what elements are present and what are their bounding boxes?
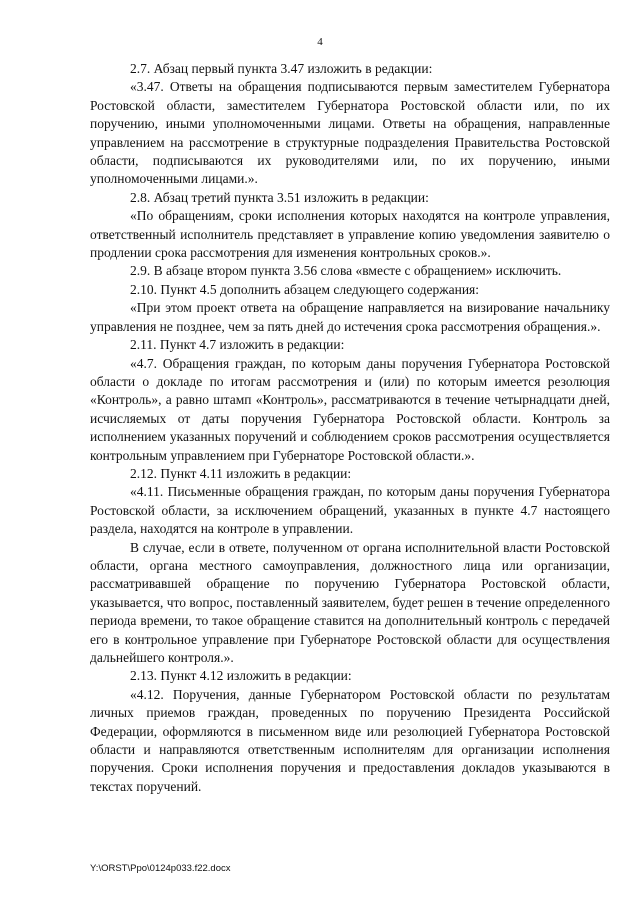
document-body [90, 60, 610, 796]
paragraph-4-7-text: «4.7. Обращения граждан, по которым даны поручения Губернатора Ростовской области о докладе по итогам рассмотрения и (или) по которым имеется резолюция «Контроль», а равно штамп «Контроль», рассматриваются в течение четырнадцати дней, исчисляемых от даты поручения Губернатора Ростовской области. Контроль за исполнением указанных поручений и соблюдением сроков рассмотрения осуществляется контрольным управлением при Губернаторе Ростовской области.». [90, 355, 610, 463]
paragraph-2-9: 2.9. В абзаце втором пункта 3.56 слова «вместе с обращением» исключить. [130, 263, 562, 279]
paragraph-3-47-text: «3.47. Ответы на обращения подписываются первым заместителем Губернатора Ростовской области, заместителем Губернатора Ростовской области или, по их поручению, иными уполномоченными лицами. Ответы на обращения, направленные управлением на рассмотрение в структурные подразделения Правительства Ростовской области, подписываются их руководителями или, по их поручению, иными уполномоченными лицами.». [90, 79, 610, 187]
page-number: 4 [317, 36, 323, 48]
paragraph-2-10: 2.10. Пункт 4.5 дополнить абзацем следующего содержания: [130, 281, 480, 297]
paragraph-3-51-text: «По обращениям, сроки исполнения которых находятся на контроле управления, ответственный исполнитель представляет в управление копию уведомления заявителю о продлении срока рассмотрения для изменения контрольных сроков.». [90, 208, 610, 261]
paragraph-2-12: 2.12. Пункт 4.11 изложить в редакции: [130, 465, 352, 481]
paragraph-4-11-continued: В случае, если в ответе, полученном от органа исполнительной власти Ростовской области, органа местного самоуправления, должностного лица или организации, рассматривавшей обращение по поручению Губернатора Ростовской области, указывается, что вопрос, поставленный заявителем, будет решен в течение определенного периода времени, то такое обращение ставится на дополнительный контроль с передачей его в контрольное управление при Губернаторе Ростовской области для осуществления дальнейшего контроля.». [90, 539, 610, 665]
paragraph-4-11-text: «4.11. Письменные обращения граждан, по которым даны поручения Губернатора Ростовской области, за исключением обращений, указанных в пункте 4.7 настоящего раздела, находятся на контроле в управлении. [90, 484, 610, 537]
footer-file-path: Y:\ORST\Ppo\0124p033.f22.docx [90, 863, 231, 874]
paragraph-4-12-text: «4.12. Поручения, данные Губернатором Ростовской области по результатам личных приемов граждан, проведенных по поручению Президента Российской Федерации, оформляются в письменном виде или резолюцией Губернатора Ростовской области и направляются ответственным исполнителям для организации исполнения поручения. Сроки исполнения поручения и предоставления докладов указываются в текстах поручений. [90, 686, 610, 794]
paragraph-2-11: 2.11. Пункт 4.7 изложить в редакции: [130, 337, 345, 353]
paragraph-2-8: 2.8. Абзац третий пункта 3.51 изложить в редакции: [130, 189, 429, 205]
paragraph-4-5-text: «При этом проект ответа на обращение направляется на визирование начальнику управления не позднее, чем за пять дней до истечения срока рассмотрения обращения.». [90, 300, 610, 334]
paragraph-2-7: 2.7. Абзац первый пункта 3.47 изложить в редакции: [130, 61, 433, 76]
paragraph-2-13: 2.13. Пункт 4.12 изложить в редакции: [130, 668, 352, 684]
